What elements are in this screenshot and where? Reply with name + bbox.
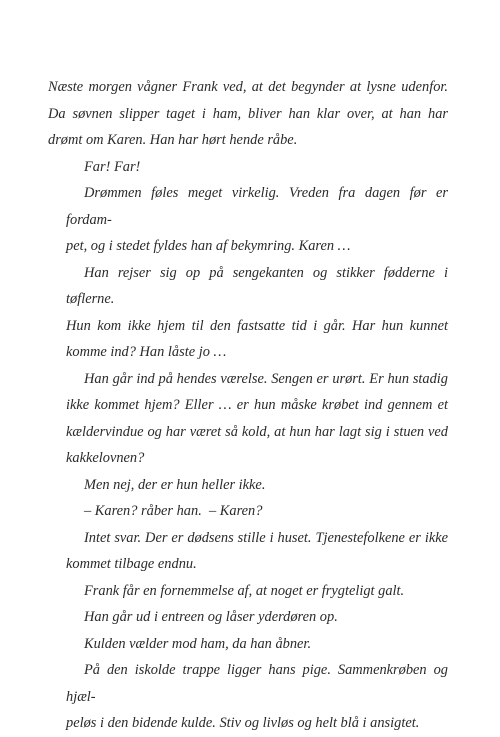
text-line: Hun kom ikke hjem til den fastsatte tid i går. Har hun kunnet [66,317,448,334]
paragraph [48,260,448,366]
text-line: drømt om Karen. Han har hørt hende råbe. [48,132,298,148]
paragraph [48,578,448,605]
paragraph [48,498,448,525]
text-line: Frank får en fornemmelse af, at noget er frygteligt galt. [84,582,405,599]
text-line: komme ind? Han låste jo … [66,344,227,360]
text-line: På den iskolde trappe ligger hans pige. Sammenkrøben og hjæl- [66,662,448,705]
text-line: Men nej, der er hun heller ikke. [84,476,266,493]
text-line: ikke kommet hjem? Eller … er hun måske krøbet ind gennem et [66,397,448,413]
text-line: kældervindue og har været så kold, at hun har lagt sig i stuen ved [66,423,448,440]
paragraph [48,525,448,578]
text-line: kommet tilbage endnu. [66,556,197,572]
text-line: Drømmen føles meget virkelig. Vreden fra dagen før er fordam- [66,185,448,228]
text-line: Næste morgen vågner Frank ved, at det begynder at lysne udenfor. [48,79,448,95]
paragraph [48,180,448,260]
text-line: Kulden vælder mod ham, da han åbner. [84,635,312,652]
text-line: kakkelovnen? [66,450,145,466]
paragraph [48,74,448,154]
paragraph [48,366,448,472]
text-line: Han rejser sig op på sengekanten og stikker fødderne i tøflerne. [66,264,448,307]
text-line: Da søvnen slipper taget i ham, bliver han klar over, at han har [48,105,448,122]
text-line: – Karen? råber han. – Karen? [84,503,263,519]
text-line: pet, og i stedet fyldes han af bekymring. Karen … [66,238,351,254]
paragraph [48,472,448,499]
text-line: Far! Far! [84,158,141,175]
text-line: peløs i den bidende kulde. Stiv og livløs og helt blå i ansigtet. [66,715,420,731]
text-line: Intet svar. Der er dødsens stille i huset. Tjenestefolkene er ikke [84,529,448,546]
text-line: Han går ud i entreen og låser yderdøren op. [84,609,338,625]
book-page-text [48,74,448,737]
paragraph [48,154,448,181]
text-line: Han går ind på hendes værelse. Sengen er urørt. Er hun stadig [84,370,448,387]
paragraph [48,657,448,737]
paragraph [48,631,448,658]
paragraph [48,604,448,631]
